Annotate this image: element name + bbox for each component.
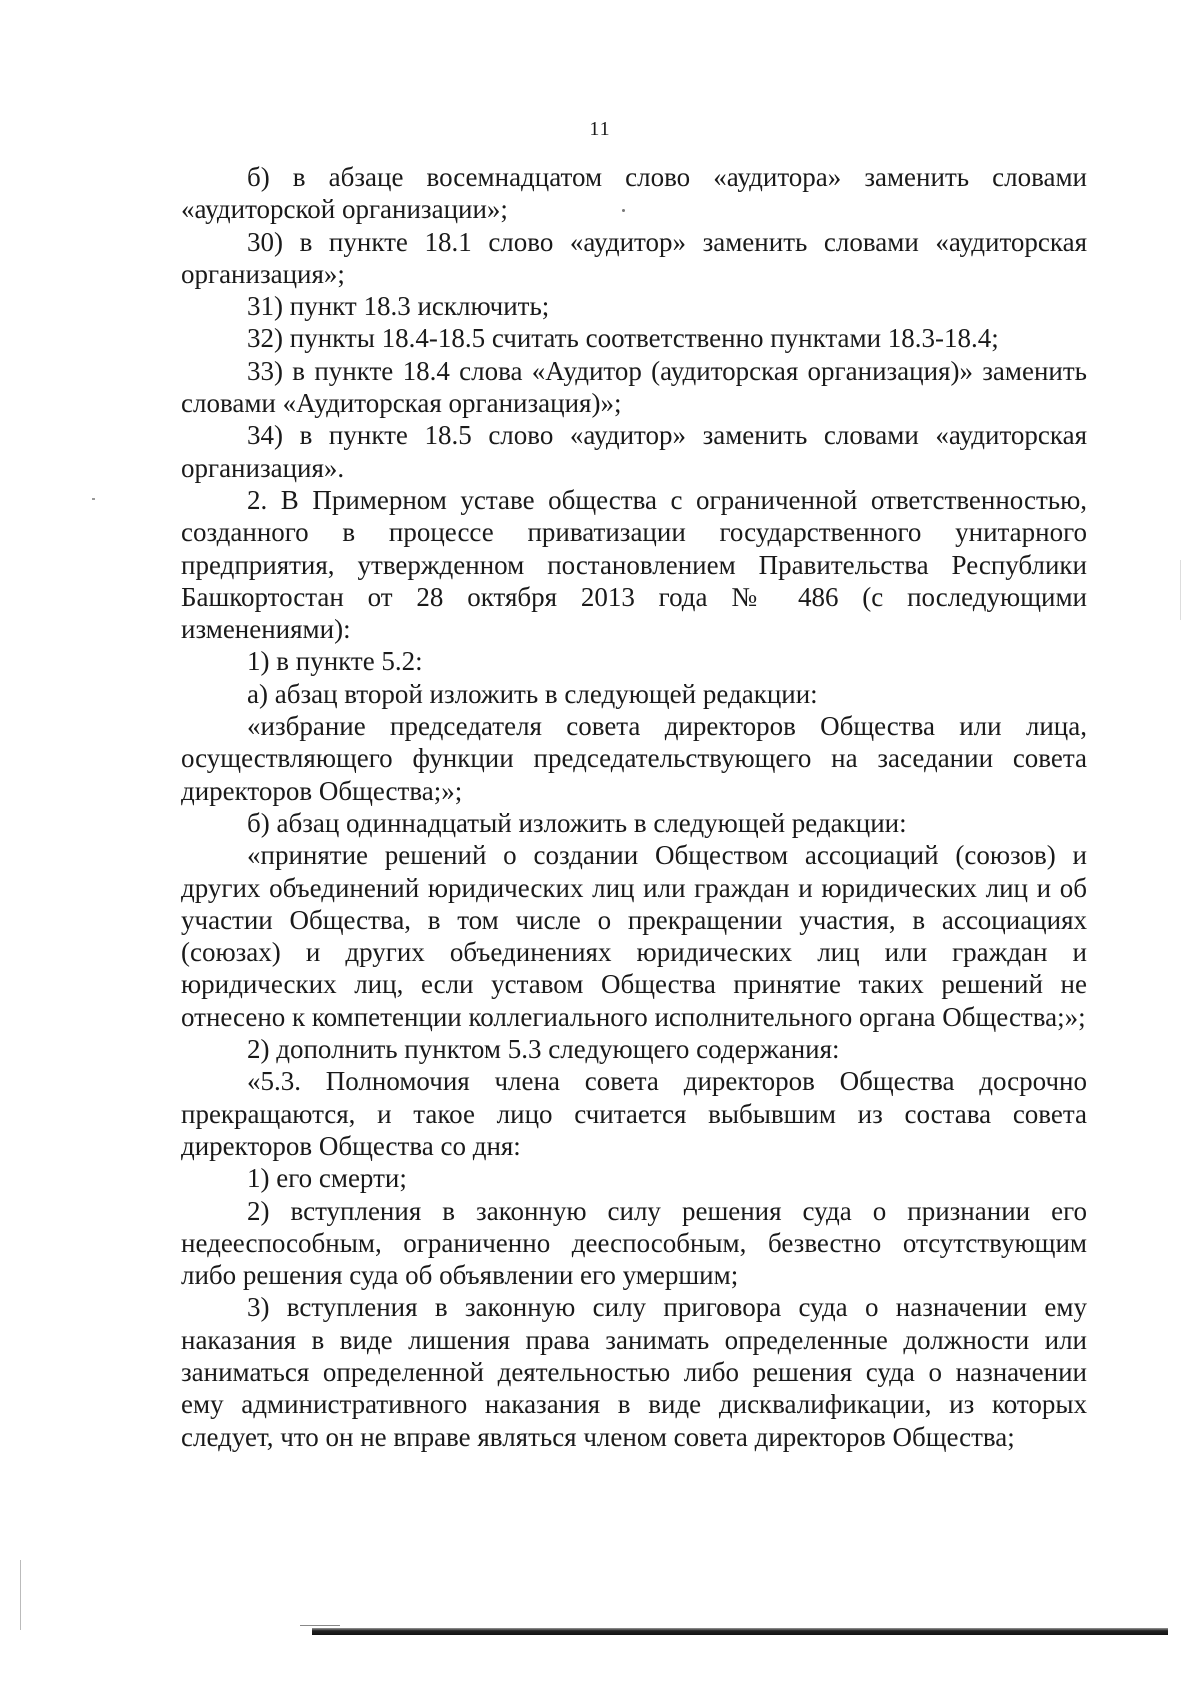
paragraph-5-3-item-2: 2) вступления в законную силу решения суда о признании его недееспособным, ограниченно дееспособным, безвестно отсутствующим либо решения суда об объявлении его умершим; (181, 1195, 1087, 1291)
paragraph-item-33: 33) в пункте 18.4 слова «Аудитор (аудиторская организация)» заменить словами «Аудиторская организация)»; (181, 355, 1087, 419)
paragraph-subpoint-b: б) абзац одиннадцатый изложить в следующей редакции: (247, 807, 907, 838)
document-body (181, 161, 1087, 1453)
page-number: 11 (589, 118, 611, 140)
paragraph-point-2: 2) дополнить пунктом 5.3 следующего содержания: (247, 1034, 840, 1065)
paragraph-item-30: 30) в пункте 18.1 слово «аудитор» заменить словами «аудиторская организация»; (181, 226, 1087, 289)
scan-speck (622, 209, 625, 212)
paragraph-quote-5-3: «5.3. Полномочия члена совета директоров Общества досрочно прекращаются, и такое лицо считается выбывшим из состава совета директоров Общества со дня: (181, 1066, 1087, 1161)
paragraph-amendment-b-18: б) в абзаце восемнадцатом слово «аудитора» заменить словами «аудиторской организации»; (181, 162, 1087, 225)
paragraph-quote-chairman: «избрание председателя совета директоров Общества или лица, осуществляющего функции председательствующего на заседании совета директоров Общества;»; (181, 711, 1087, 806)
scan-artifact-line (300, 1625, 340, 1626)
scan-edge-line (20, 1560, 21, 1630)
scan-bottom-bar (312, 1628, 1168, 1635)
paragraph-section-2: 2. В Примерном уставе общества с ограниченной ответственностью, созданного в процессе приватизации государственного унитарного предприятия, утвержденном постановлением Правительства Республики Башкортостан от 28 октября 2013 года № 486 (с последующими изменениями): (181, 484, 1087, 645)
paragraph-5-3-item-1: 1) его смерти; (247, 1163, 407, 1194)
paragraph-subpoint-a: а) абзац второй изложить в следующей редакции: (247, 678, 818, 709)
paragraph-item-34: 34) в пункте 18.5 слово «аудитор» заменить словами «аудиторская организация». (181, 420, 1087, 483)
paragraph-item-32: 32) пункты 18.4-18.5 считать соответственно пунктами 18.3-18.4; (247, 323, 999, 354)
paragraph-point-1: 1) в пункте 5.2: (247, 646, 423, 677)
scan-edge-line (1180, 560, 1181, 620)
paragraph-item-31: 31) пункт 18.3 исключить; (247, 291, 550, 322)
scan-speck (92, 498, 95, 500)
paragraph-5-3-item-3: 3) вступления в законную силу приговора суда о назначении ему наказания в виде лишения права занимать определенные должности или заниматься определенной деятельностью либо решения суда о назначении ему административного наказания в виде дисквалификации, из которых следует, что он не вправе являться членом совета директоров Общества; (181, 1292, 1087, 1452)
paragraph-quote-associations: «принятие решений о создании Обществом ассоциаций (союзов) и других объединений юридических лиц или граждан и юридических лиц и об участии Общества, в том числе о прекращении участия, в ассоциациях (союзах) и других объединениях юридических лиц или граждан и юридических лиц, если уставом Общества принятие таких решений не отнесено к компетенции коллегиального исполнительного органа Общества;»; (181, 840, 1087, 1032)
